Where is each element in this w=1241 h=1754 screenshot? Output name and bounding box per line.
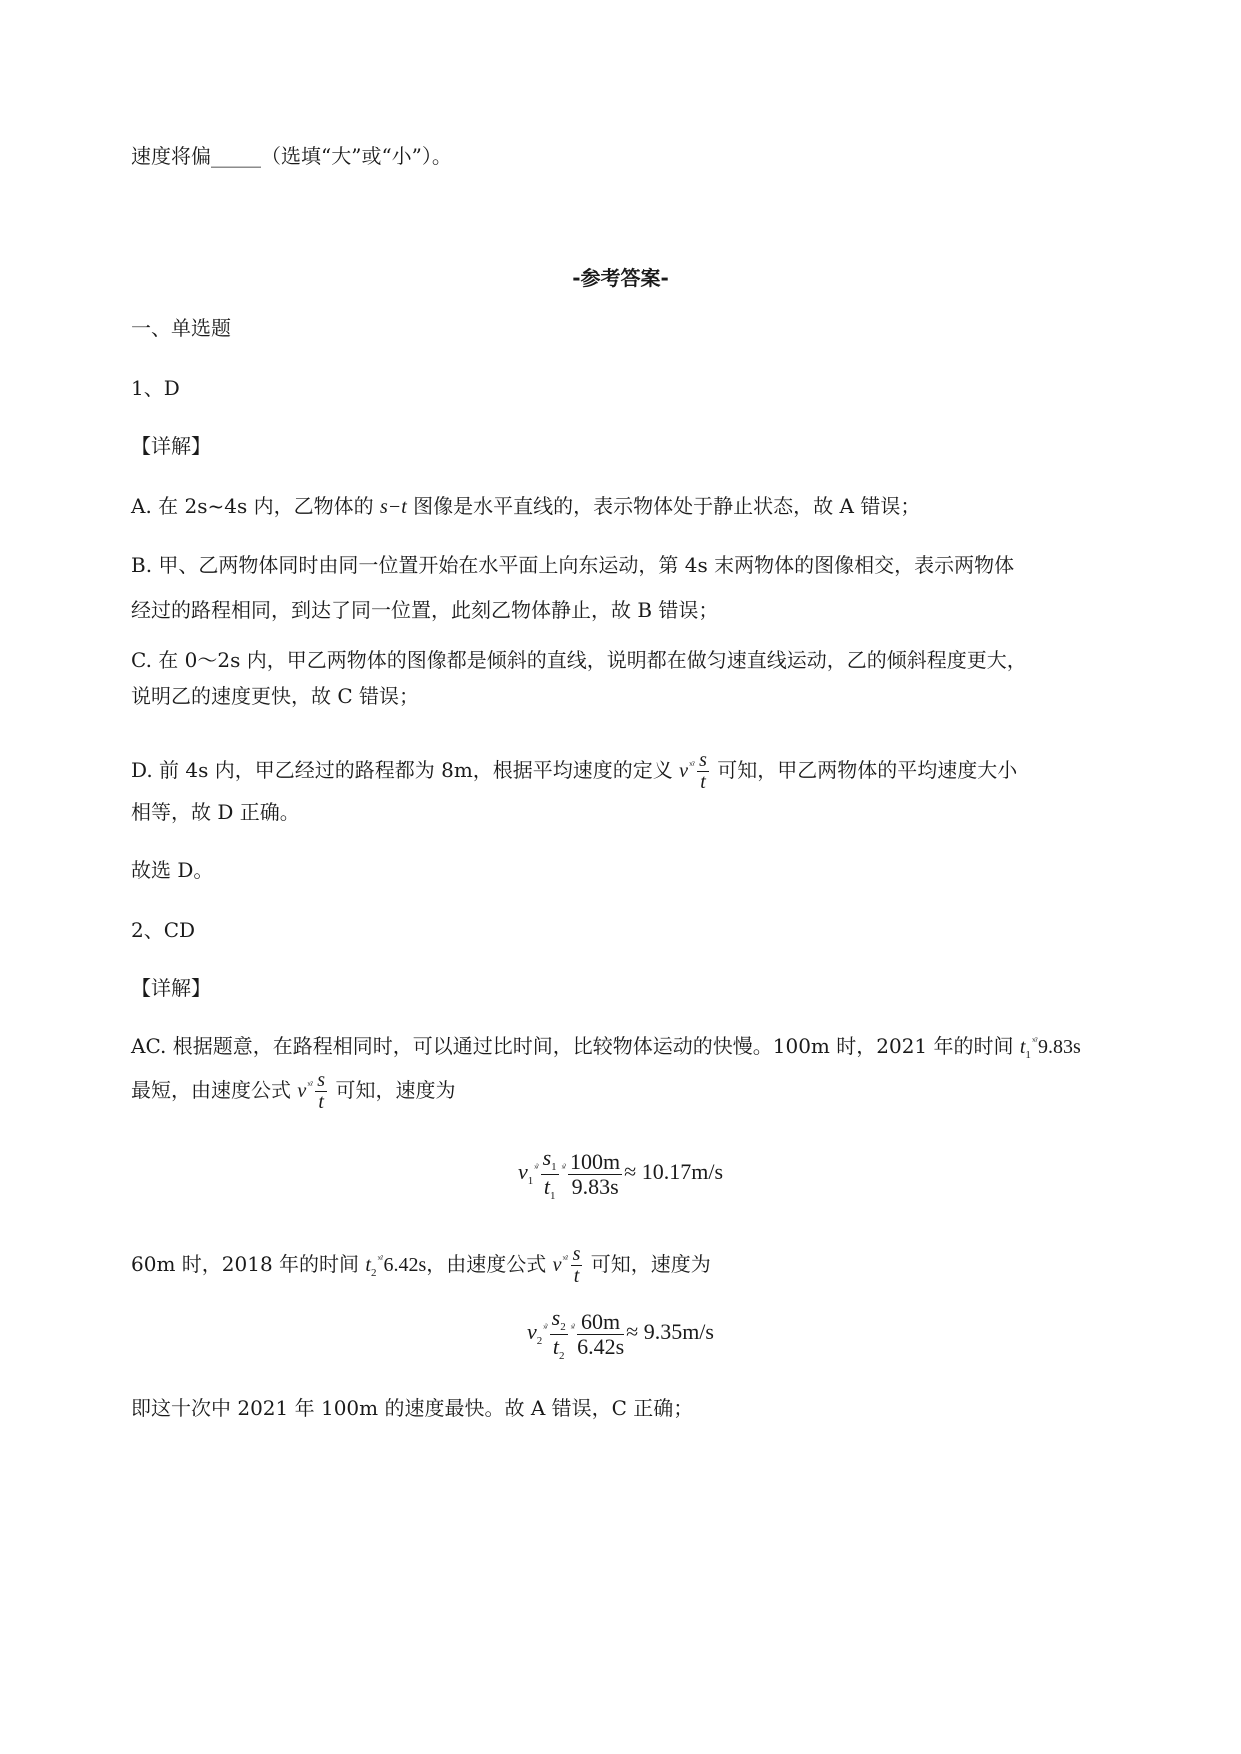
denominator: t <box>700 771 706 793</box>
math-v: v <box>679 760 689 782</box>
math-v: v <box>552 1254 562 1276</box>
q1-option-a <box>131 496 920 517</box>
q2-ac-line1 <box>131 1036 1081 1061</box>
denominator: t <box>552 1333 559 1359</box>
section-heading: 一、单选题 <box>131 316 231 340</box>
value: 9.83s <box>1037 1036 1081 1058</box>
q1-option-c-line1: C. 在 0～2s 内，甲乙两物体的图像都是倾斜的直线，说明都在做匀速直线运动，乙的倾斜程度更大， <box>131 648 1027 672</box>
numerator: s <box>572 1243 581 1265</box>
q2-60m-line <box>131 1244 711 1287</box>
q1-conclusion: 故选 D。 <box>131 858 214 882</box>
fraction <box>315 1070 327 1113</box>
text: D. 前 4s 内，甲乙经过的路程都为 8m，根据平均速度的定义 <box>131 758 680 782</box>
math-v: v <box>297 1080 307 1102</box>
garbled-glyph: ˣˀ <box>543 1323 547 1335</box>
garbled-glyph: ˣˀ <box>307 1081 313 1092</box>
fraction-s-over-t <box>541 1146 559 1202</box>
garbled-glyph: ˣˀ <box>689 761 695 772</box>
subscript: 1 <box>1025 1049 1031 1061</box>
formula-v2 <box>0 1306 1241 1362</box>
garbled-glyph: ˣˀ <box>534 1163 538 1175</box>
numerator: s <box>542 1145 552 1170</box>
q2-answer: 2、CD <box>131 918 196 942</box>
text: 可知，速度为 <box>584 1252 711 1276</box>
fraction-values <box>568 1150 622 1197</box>
q1-option-d-line1 <box>131 750 1017 793</box>
q1-option-b-line1: B. 甲、乙两物体同时由同一位置开始在水平面上向东运动，第 4s 末两物体的图像相交，表示两物体 <box>131 553 1015 577</box>
result: ≈ 9.35m/s <box>626 1319 714 1345</box>
numerator: 60m <box>577 1310 624 1334</box>
text: ，由速度公式 <box>426 1252 553 1276</box>
math-t: t <box>365 1254 371 1276</box>
text: 可知，甲乙两物体的平均速度大小 <box>710 758 1018 782</box>
q1-option-c-line2: 说明乙的速度更快，故 C 错误； <box>131 684 420 708</box>
math-v: v <box>526 1319 537 1345</box>
subscript: 1 <box>549 1189 556 1202</box>
formula-v1 <box>0 1146 1241 1202</box>
numerator: s <box>551 1305 561 1330</box>
subscript: 2 <box>536 1335 543 1348</box>
q1-answer: 1、D <box>131 376 180 400</box>
math-t: t <box>1019 1036 1026 1058</box>
value: 6.42s <box>383 1254 427 1276</box>
q2-detail-label: 【详解】 <box>131 976 211 1000</box>
garbled-glyph: ˣˀ <box>562 1255 568 1266</box>
q2-last-line: 即这十次中 2021 年 100m 的速度最快。故 A 错误，C 正确； <box>131 1396 694 1420</box>
text: AC. 根据题意，在路程相同时，可以通过比时间，比较物体运动的快慢。100m 时，2021 年的时间 <box>131 1034 1020 1058</box>
text: 可知，速度为 <box>329 1078 456 1102</box>
subscript: 1 <box>527 1175 534 1188</box>
fraction-s-over-t <box>550 1306 568 1362</box>
math-v: v <box>517 1159 528 1185</box>
denominator: t <box>318 1091 324 1113</box>
denominator: 9.83s <box>571 1173 619 1199</box>
text: 最短，由速度公式 <box>131 1078 298 1102</box>
garbled-glyph: ˣˀ <box>570 1323 575 1335</box>
denominator: t <box>543 1173 550 1199</box>
garbled-glyph: ˣˀ <box>377 1255 383 1266</box>
answer-title: -参考答案- <box>572 266 669 290</box>
text: 60m 时，2018 年的时间 <box>131 1252 366 1276</box>
denominator: 6.42s <box>577 1333 625 1359</box>
top-question-line: 速度将偏_____（选填“大”或“小”）。 <box>131 144 452 168</box>
q1-option-b-line2: 经过的路程相同，到达了同一位置，此刻乙物体静止，故 B 错误； <box>131 598 719 622</box>
result: ≈ 10.17m/s <box>624 1159 724 1185</box>
numerator: 100m <box>570 1149 621 1175</box>
garbled-glyph: ˣˀ <box>1031 1037 1037 1048</box>
subscript: 2 <box>370 1267 377 1279</box>
numerator: s <box>699 749 707 771</box>
fraction <box>697 750 709 793</box>
q2-ac-line2 <box>131 1070 455 1113</box>
q1-detail-label: 【详解】 <box>131 434 211 458</box>
denominator: t <box>573 1265 580 1287</box>
text: 图像是水平直线的，表示物体处于静止状态，故 A 错误； <box>406 494 921 518</box>
text: A. 在 2s~4s 内，乙物体的 <box>131 494 380 518</box>
fraction <box>571 1244 583 1287</box>
fraction-values <box>577 1310 624 1357</box>
garbled-glyph: ˣˀ <box>561 1163 566 1175</box>
subscript: 2 <box>558 1349 565 1362</box>
subscript: 1 <box>551 1161 557 1173</box>
subscript: 2 <box>560 1321 566 1333</box>
q1-option-d-line2: 相等，故 D 正确。 <box>131 800 300 824</box>
math-symbol: s−t <box>379 496 407 518</box>
numerator: s <box>317 1069 326 1091</box>
